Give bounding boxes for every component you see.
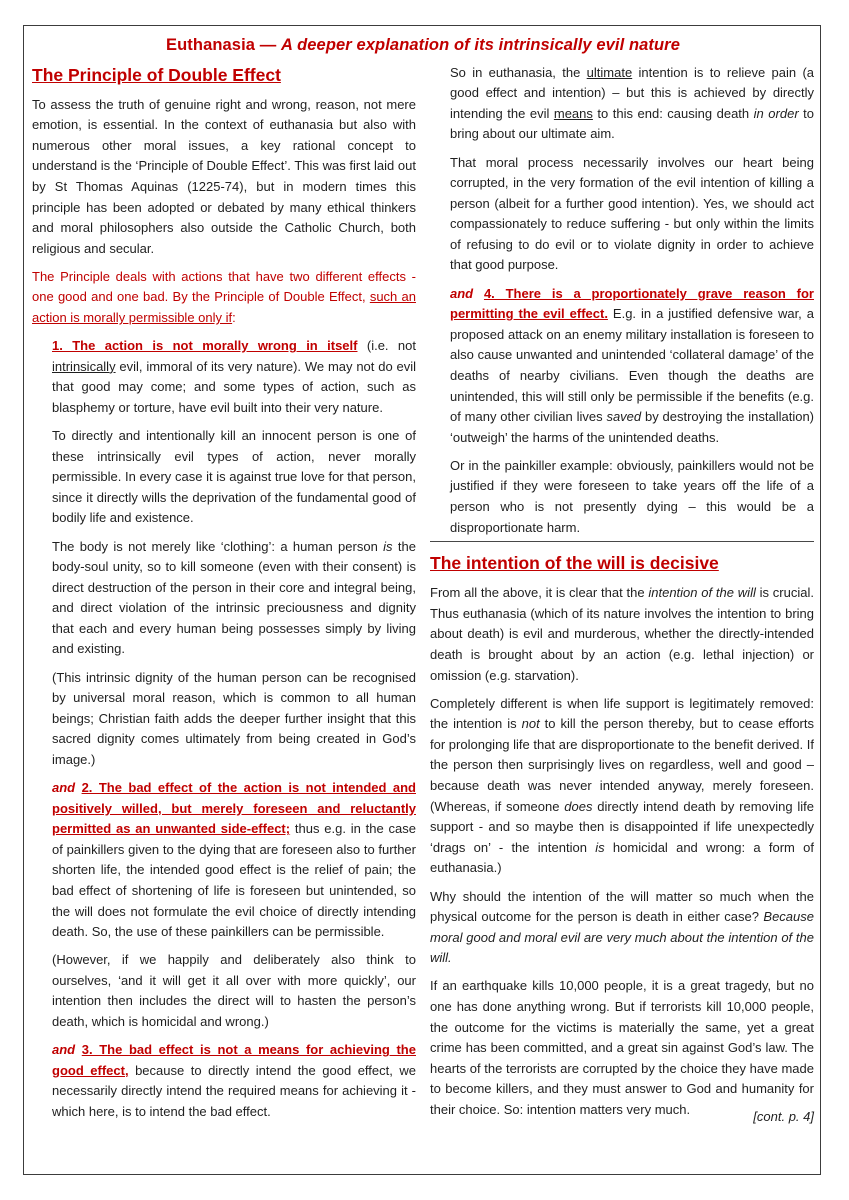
paragraph xyxy=(430,694,814,879)
text-run: by destroying the installation) ‘outweigh’ the harms of the unintended deaths. xyxy=(450,409,814,445)
text-run: (This intrinsic dignity of the human person can be recognised by universal moral reason, which is common to all human beings; Christian faith adds the deeper further insight that this sacred dignity comes ultimately from being created in God’s image.) xyxy=(52,669,416,767)
paragraph xyxy=(430,976,814,1120)
paragraph xyxy=(52,950,416,1032)
text-run: and xyxy=(52,780,76,796)
left-column xyxy=(32,63,416,1123)
heading-intention-of-the-will: The intention of the will is decisive xyxy=(430,553,719,574)
right-column-section-body xyxy=(430,583,814,1128)
paragraph xyxy=(450,63,814,145)
text-run: To assess the truth of genuine right and wrong, reason, not mere emotion, is essential. In the context of euthanasia but also with numerous other moral issues, a key rational concept to understand is the ‘Principle of Double Effect’. This was first laid out by St Thomas Aquinas (1225-74), but in modern times this principle has been adopted or debated by many ethical thinkers and moral philosophers also outside the Catholic Church, both religious and secular. xyxy=(32,96,416,256)
text-run: and xyxy=(450,285,474,301)
paragraph xyxy=(450,456,814,538)
left-column-body xyxy=(32,95,416,1123)
text-run: Euthanasia — xyxy=(166,36,282,54)
text-run: homicidal and wrong: a form of euthanasia.) xyxy=(430,839,814,876)
paragraph xyxy=(52,426,416,529)
text-run: 3. The bad effect is not a means for achieving the good effect, xyxy=(52,1042,416,1078)
text-run: and xyxy=(52,1042,76,1058)
text-run: the body-soul unity, so to kill someone (even with their consent) is direct destruction of the person in their core and integral being, and direct violation of the intrinsic preciousness and dignity that each and every human being possesses simply by living and existing. xyxy=(52,538,417,657)
text-run: saved xyxy=(606,409,642,425)
text-run: does xyxy=(564,798,593,814)
text-run: [cont. p. 4] xyxy=(753,1109,814,1125)
text-run: That moral process necessarily involves our heart being corrupted, in the very formation of the evil intention of killing a person (albeit for a further good intention). Yes, we should act compassionately to reduce suffering - but only within the limits of refusing to do evil or to violate dignity in order to achieve that good purpose. xyxy=(450,154,814,273)
paragraph xyxy=(52,1040,416,1122)
text-run: 4. There is a proportionately grave reason for permitting the evil effect. xyxy=(450,285,814,322)
text-run: directly intend death by removing life support - and so maybe then is disappointed if life unexpectedly ‘drags on’ - the intention xyxy=(430,798,814,855)
paragraph xyxy=(430,583,814,686)
paragraph xyxy=(430,887,814,969)
text-run: ultimate xyxy=(586,64,633,80)
text-run: evil, immoral of its very nature). We may not do evil that good may come; and some types of action, such as blasphemy or torture, have evil built into their very nature. xyxy=(52,358,416,415)
text-run: intention of the will xyxy=(648,585,756,601)
text-run: thus e.g. in the case of painkillers given to the dying that are foreseen also to further shorten life, the intended good effect is the relief of pain; the bad effect of shortening of life is foreseen but unintended, so the will does not formulate the evil choice of directly intending death. So, the use of these painkillers can be permissible. xyxy=(52,821,416,940)
text-run: : xyxy=(232,310,236,326)
text-run: to bring about our ultimate aim. xyxy=(450,105,815,142)
paragraph xyxy=(32,95,416,260)
text-run: not xyxy=(521,716,540,732)
paragraph xyxy=(450,284,814,449)
page-frame xyxy=(23,25,821,1175)
text-run: So in euthanasia, the xyxy=(450,64,587,80)
text-run: (i.e. not xyxy=(357,338,416,354)
text-run: 1. The action is not morally wrong in itself xyxy=(52,338,358,354)
text-run: is xyxy=(595,839,605,855)
two-column-layout xyxy=(32,63,814,1128)
text-run: (However, if we happily and deliberately also think to ourselves, ‘and it will get it all over with more quickly’, our intention then includes the direct will to hasten the person’s death, which is homicidal and wrong.) xyxy=(52,952,416,1030)
text-run: Why should the intention of the will matter so much when the physical outcome for the person is death in either case? xyxy=(430,888,814,925)
text-run: Completely different is when life support is legitimately removed: the intention is xyxy=(430,695,814,732)
document-title xyxy=(32,35,814,56)
text-run: to this end: causing death xyxy=(592,105,754,121)
text-run: is crucial. Thus euthanasia (which of its nature involves the intention to bring about death) is evil and murderous, whether the directly-intended death is brought about by an action (e.g. lethal injection) or omission (e.g. starvation). xyxy=(430,585,814,683)
text-run: intention is to relieve pain (a good effect and intention) – but this is achieved by directly intending the evil xyxy=(450,64,815,121)
section-divider xyxy=(430,541,814,542)
right-column xyxy=(430,63,814,1128)
text-run xyxy=(75,1042,82,1057)
paragraph xyxy=(52,778,416,943)
text-run: From all the above, it is clear that the xyxy=(430,585,649,601)
text-run: 2. The bad effect of the action is not intended and positively willed, but merely foreseen and reluctantly permitted as an unwanted side-effect; xyxy=(52,780,416,837)
text-run: The body is not merely like ‘clothing’: a human person xyxy=(52,538,384,554)
paragraph xyxy=(52,336,416,418)
paragraph xyxy=(52,668,416,771)
text-run: to kill the person thereby, but to cease efforts for prolonging life that are disproportionate to the benefit derived. If the person then surprisingly lives on regardless, well and good – because death was never intended anyway, merely foreseen. (Whereas, if someone xyxy=(430,716,814,814)
text-run: Or in the painkiller example: obviously, painkillers would not be justified if they were foreseen to take years off the life of a person who is not presently dying – this would be a disproportionate harm. xyxy=(450,457,814,535)
paragraph xyxy=(450,153,814,277)
text-run xyxy=(473,286,484,301)
text-run: To directly and intentionally kill an innocent person is one of these intrinsically evil types of action, never morally permissible. In every case it is against true love for that person, since it directly wills the deprivation of the fundamental good of bodily life and existence. xyxy=(52,428,416,526)
text-run: Because moral good and moral evil are very much about the intention of the will. xyxy=(430,909,814,966)
right-column-top-body xyxy=(430,63,814,539)
text-run: E.g. in a justified defensive war, a proposed attack on an enemy military installation is foreseen to also cause unwanted and unintended ‘collateral damage’ of the deaths of nearby civilians. Even though the deaths are unintended, this will still only be permissible if the benefits (e.g. of many other civilian lives xyxy=(450,306,814,425)
text-run: is xyxy=(383,538,393,554)
text-run: The Principle deals with actions that have two different effects - one good and one bad. By the Principle of Double Effect, xyxy=(32,268,416,305)
text-run: such an action is morally permissible only if xyxy=(32,289,416,326)
text-run: A deeper explanation of its intrinsically evil nature xyxy=(281,36,680,54)
text-run: because to directly intend the good effect, we necessarily directly intend the required means for achieving it - which here, is to intend the bad effect. xyxy=(52,1062,416,1119)
heading-principle-of-double-effect: The Principle of Double Effect xyxy=(32,64,281,85)
text-run: If an earthquake kills 10,000 people, it is a great tragedy, but no one has done anything wrong. But if terrorists kill 10,000 people, the outcome for the victims is materially the same, yet a great crime has been committed, and a great sin against God’s law. The hearts of the terrorists are corrupted by the choice they have made to become killers, and they must answer to God and humanity for their choice. So: intention matters very much. xyxy=(430,978,814,1117)
text-run: intrinsically xyxy=(52,358,116,374)
text-run: means xyxy=(553,105,593,121)
paragraph xyxy=(52,537,416,661)
paragraph xyxy=(32,267,416,329)
text-run: in order xyxy=(753,105,799,121)
